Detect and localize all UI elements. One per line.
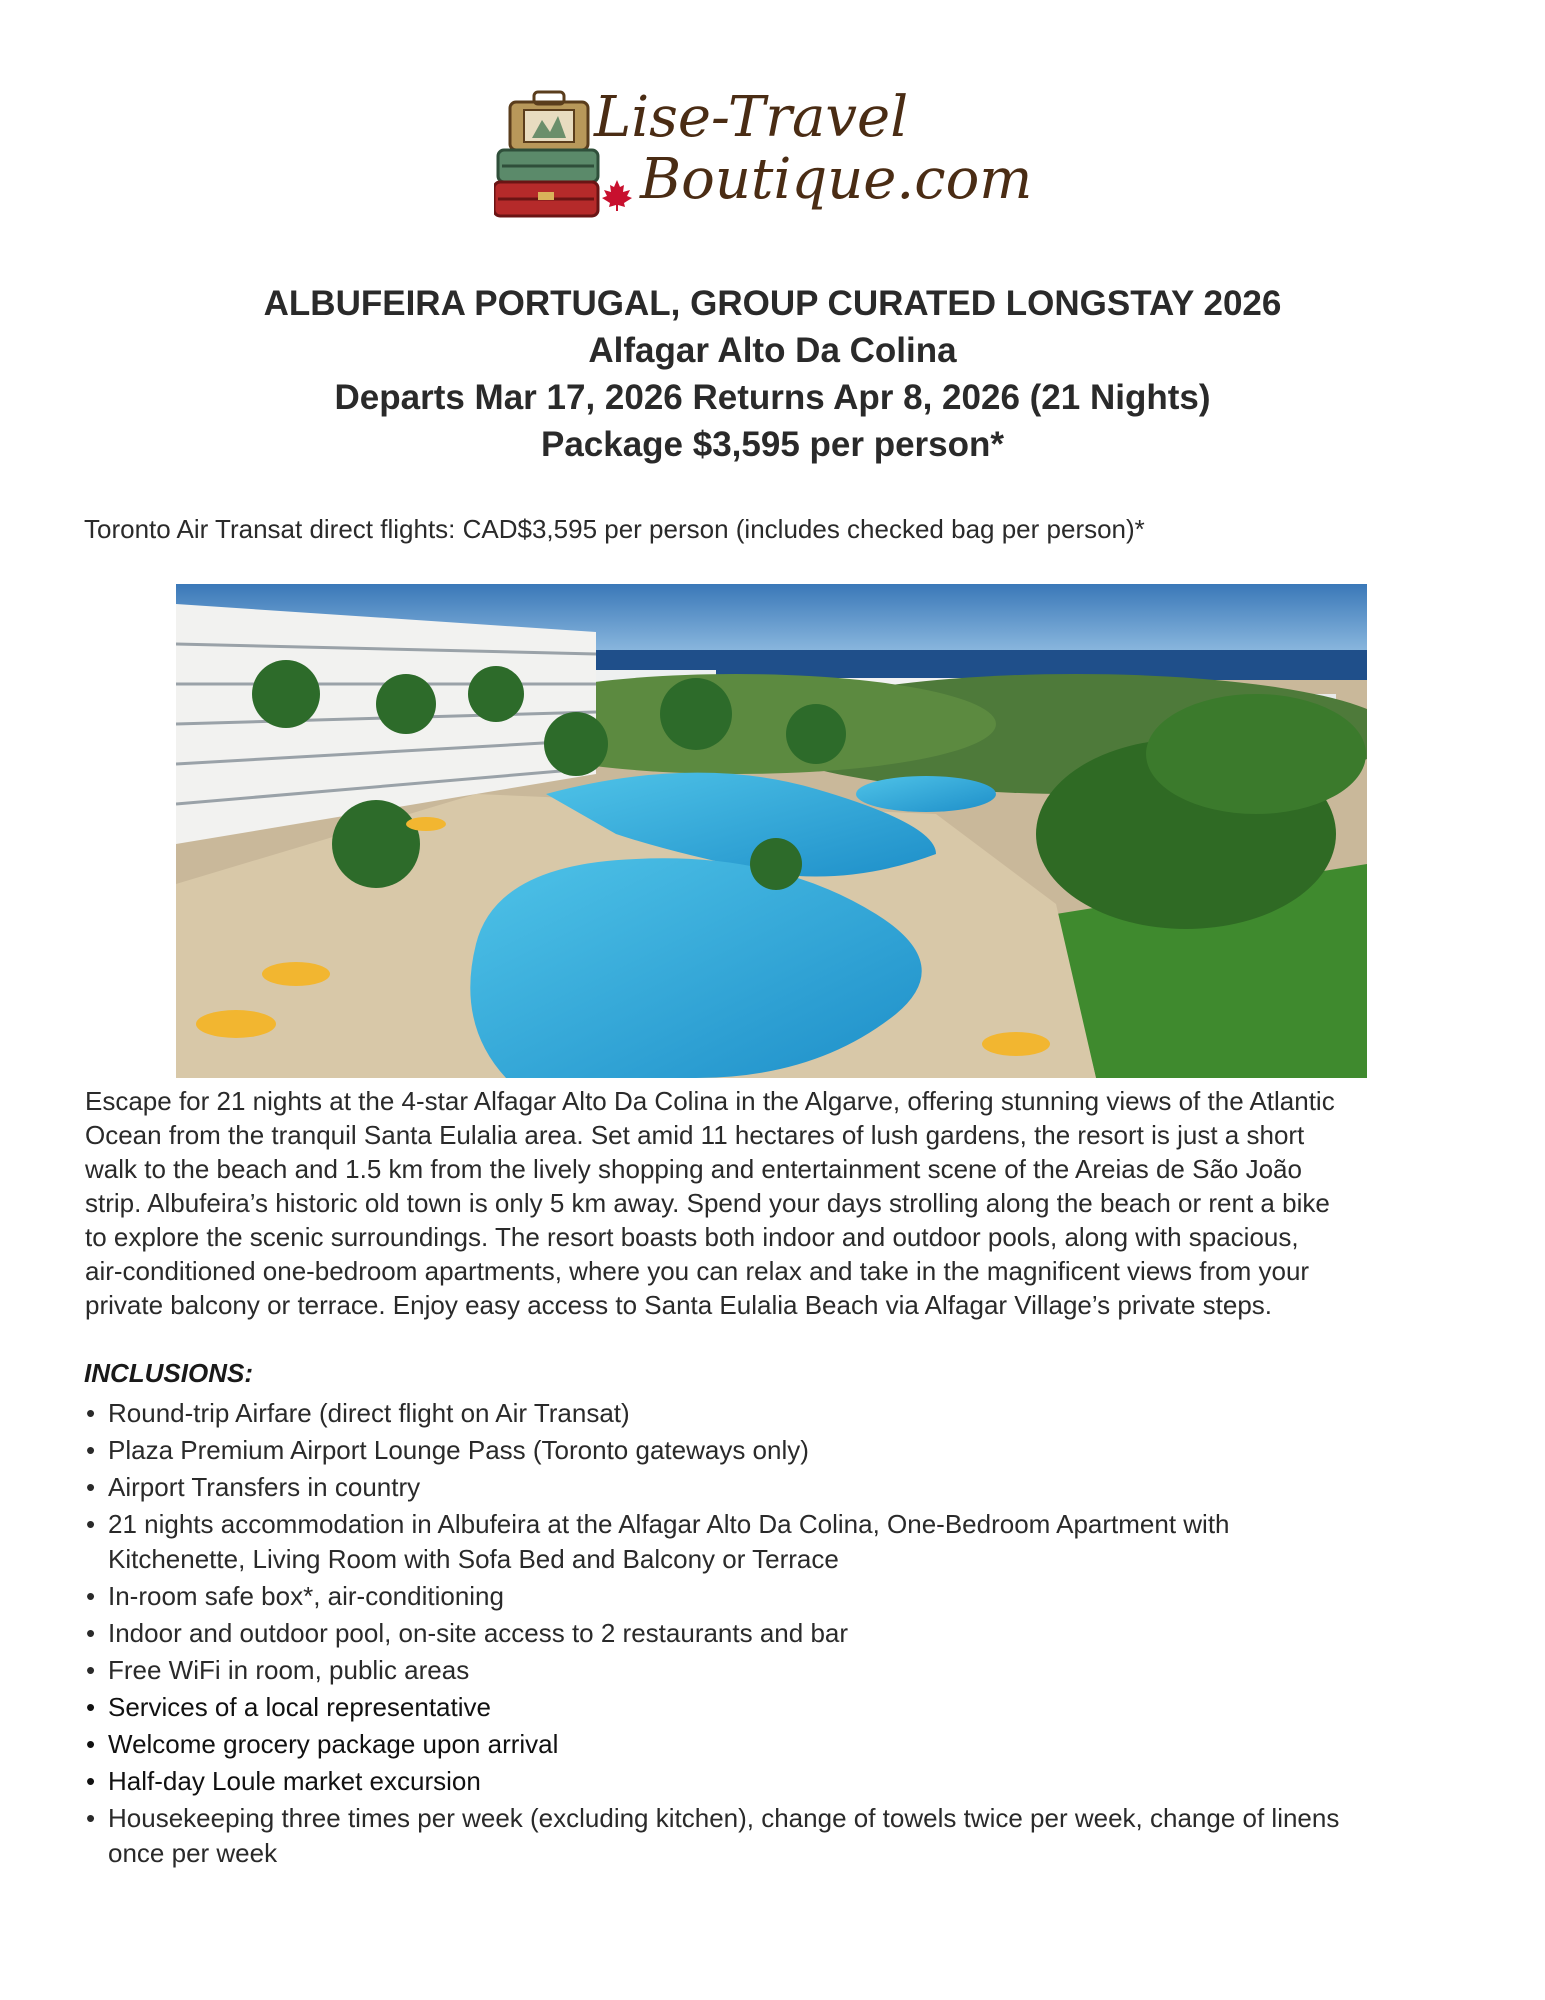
inclusion-item [84, 1507, 1484, 1577]
inclusion-item: • In-room safe box*, air-conditioning [84, 1579, 1484, 1614]
inclusion-text: once per week [108, 1838, 278, 1868]
resort-pool-photo [176, 584, 1367, 1078]
inclusions-heading: INCLUSIONS: [84, 1358, 253, 1388]
inclusion-item: • Round-trip Airfare (direct flight on Air Transat) [84, 1396, 1484, 1431]
inclusion-text: 21 nights accommodation in Albufeira at the Alfagar Alto Da Colina, One-Bedroom Apartment with [108, 1509, 1230, 1539]
inclusion-text: Housekeeping three times per week (excluding kitchen), change of towels twice per week, change of linens [108, 1803, 1340, 1833]
resort-description [85, 1084, 1465, 1322]
page-title-block [0, 280, 1545, 468]
inclusion-item [84, 1801, 1484, 1871]
inclusion-item: • Free WiFi in room, public areas [84, 1653, 1484, 1688]
description-line: Escape for 21 nights at the 4-star Alfagar Alto Da Colina in the Algarve, offering stunning views of the Atlantic [85, 1086, 1335, 1116]
hotel-name: Alfagar Alto Da Colina [588, 331, 957, 370]
inclusion-text: Kitchenette, Living Room with Sofa Bed and Balcony or Terrace [108, 1544, 839, 1574]
page-title: ALBUFEIRA PORTUGAL, GROUP CURATED LONGSTAY 2026 [263, 284, 1282, 323]
description-line: to explore the scenic surroundings. The resort boasts both indoor and outdoor pools, along with spacious, [85, 1222, 1299, 1252]
inclusion-item: • Welcome grocery package upon arrival [84, 1727, 1484, 1762]
inclusion-item: • Indoor and outdoor pool, on-site access to 2 restaurants and bar [84, 1616, 1484, 1651]
inclusion-item: • Services of a local representative [84, 1690, 1484, 1725]
description-line: air-conditioned one-bedroom apartments, where you can relax and take in the magnificent views from your [85, 1256, 1310, 1286]
suitcase-stack-icon [494, 88, 604, 218]
logo-line-1: Lise-Travel [594, 85, 909, 150]
inclusions-list [84, 1396, 1484, 1873]
logo-line-2: Boutique.com [640, 147, 1033, 212]
inclusion-item: • Airport Transfers in country [84, 1470, 1484, 1505]
description-line: strip. Albufeira’s historic old town is only 5 km away. Spend your days strolling along the beach or rent a bike [85, 1188, 1330, 1218]
description-line: walk to the beach and 1.5 km from the lively shopping and entertainment scene of the Areias de São João [85, 1154, 1302, 1184]
travel-dates: Departs Mar 17, 2026 Returns Apr 8, 2026 (21 Nights) [334, 378, 1211, 417]
package-price: Package $3,595 per person* [540, 425, 1005, 464]
logo [494, 85, 1033, 228]
maple-leaf-icon [600, 178, 634, 212]
inclusion-item: • Half-day Loule market excursion [84, 1764, 1484, 1799]
flights-note: Toronto Air Transat direct flights: CAD$3,595 per person (includes checked bag per person)* [84, 514, 1145, 544]
inclusion-item: • Plaza Premium Airport Lounge Pass (Toronto gateways only) [84, 1433, 1484, 1468]
description-line: Ocean from the tranquil Santa Eulalia area. Set amid 11 hectares of lush gardens, the resort is just a short [85, 1120, 1305, 1150]
description-line: private balcony or terrace. Enjoy easy access to Santa Eulalia Beach via Alfagar Village’s private steps. [85, 1290, 1273, 1320]
